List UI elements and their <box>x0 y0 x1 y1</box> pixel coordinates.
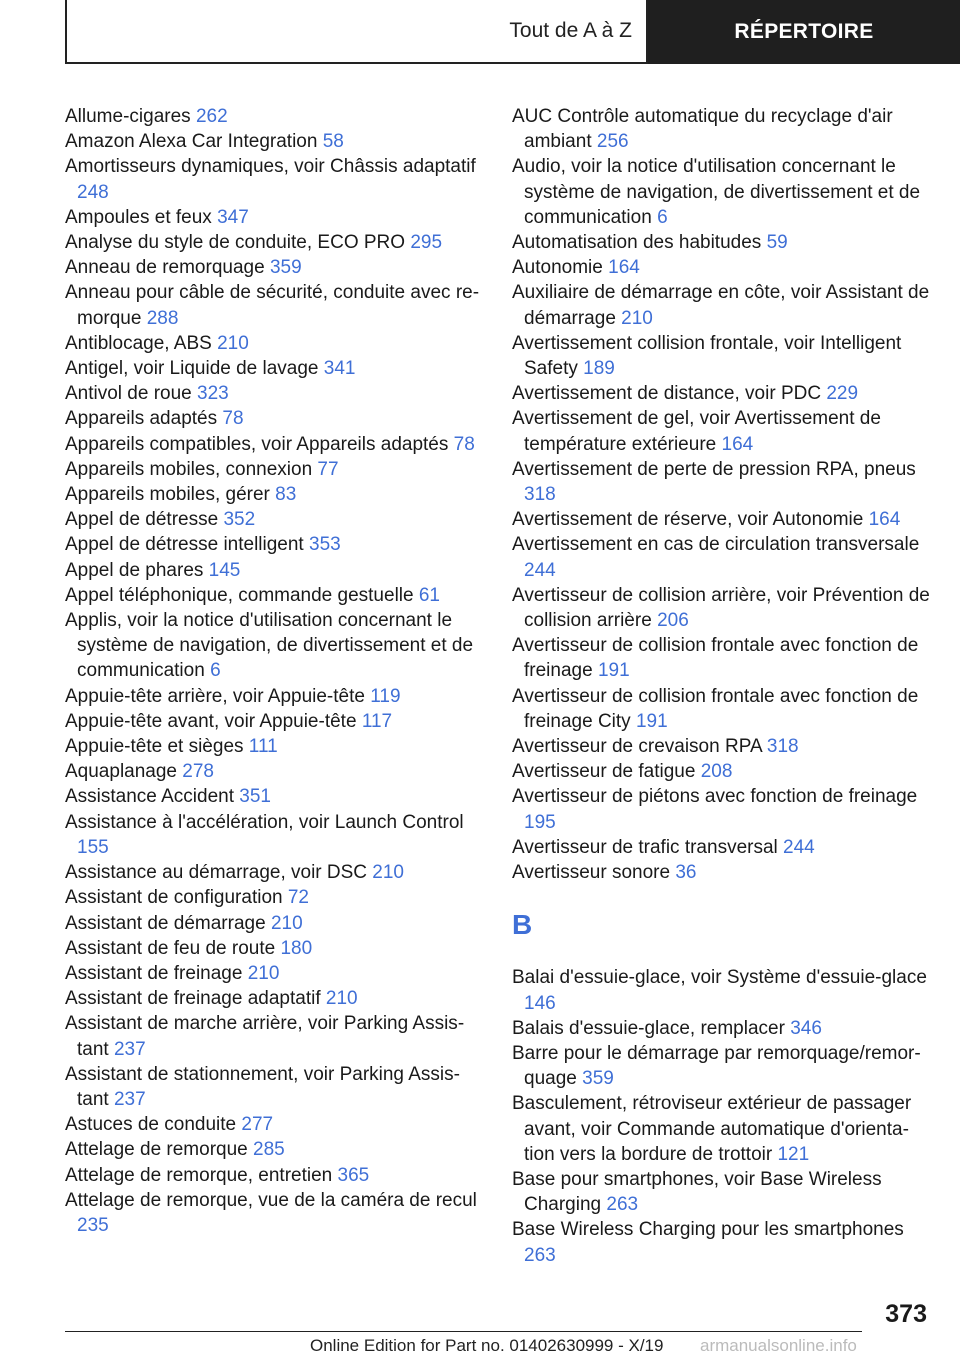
entry-text: Barre pour le démarrage par remorquage/remorquage <box>512 1042 921 1090</box>
page-link[interactable]: 195 <box>524 811 556 833</box>
page-link[interactable]: 365 <box>337 1164 370 1186</box>
index-entry <box>512 759 932 784</box>
index-entry <box>65 734 485 759</box>
page-link[interactable]: 119 <box>370 685 401 707</box>
index-entry <box>65 1188 485 1238</box>
index-entry <box>65 280 485 330</box>
page-link[interactable]: 61 <box>418 584 440 606</box>
index-entry <box>65 810 485 860</box>
index-entry <box>512 280 932 330</box>
page-link[interactable]: 208 <box>700 761 733 783</box>
index-group-a <box>512 104 932 885</box>
page-link[interactable]: 295 <box>410 232 443 254</box>
index-entry <box>512 835 932 860</box>
page-link[interactable]: 210 <box>217 332 249 354</box>
page-link[interactable]: 210 <box>621 307 653 329</box>
page-link[interactable]: 237 <box>113 1088 146 1110</box>
index-entry <box>512 583 932 633</box>
index-entry <box>512 1217 932 1267</box>
page-link[interactable]: 155 <box>77 836 109 858</box>
entry-text: Astuces de conduite <box>65 1114 237 1136</box>
index-entry <box>65 911 485 936</box>
page-link[interactable]: 111 <box>248 736 278 758</box>
index-entry <box>65 532 485 557</box>
index-entry <box>65 104 485 129</box>
entry-text: Assistance Accident <box>65 786 234 808</box>
index-entry <box>65 255 485 280</box>
entry-text: Appareils mobiles, gérer <box>65 484 270 506</box>
entry-text: Attelage de remorque, entretien <box>65 1164 333 1186</box>
page-link[interactable]: 352 <box>223 509 256 531</box>
index-entry <box>512 255 932 280</box>
entry-text: Antivol de roue <box>65 383 192 405</box>
page-link[interactable]: 164 <box>608 257 640 279</box>
page-link[interactable]: 164 <box>868 509 901 531</box>
index-entry <box>512 230 932 255</box>
index-entry <box>65 457 485 482</box>
entry-text: Assistant de configuration <box>65 887 283 909</box>
page-link[interactable]: 277 <box>241 1114 274 1136</box>
page-link[interactable]: 117 <box>361 710 393 732</box>
page-link[interactable]: 244 <box>783 836 815 858</box>
page-link[interactable]: 235 <box>77 1214 109 1236</box>
index-entry <box>512 381 932 406</box>
entry-text: Balai d'essuie-glace, voir Système d'essuie-glace <box>512 967 927 989</box>
page-link[interactable]: 318 <box>524 484 556 506</box>
index-entry <box>65 860 485 885</box>
page-link[interactable]: 210 <box>372 862 404 884</box>
page-link[interactable]: 189 <box>583 358 615 380</box>
index-entry <box>65 1137 485 1162</box>
entry-text: AUC Contrôle automatique du recyclage d'air ambiant <box>512 106 893 153</box>
index-entry <box>65 558 485 583</box>
page-link[interactable]: 6 <box>210 660 221 682</box>
index-entry <box>65 961 485 986</box>
entry-text: Appuie-tête arrière, voir Appuie-tête <box>65 685 365 707</box>
entry-text: Base pour smartphones, voir Base Wireless Charging <box>512 1168 882 1216</box>
index-entry <box>65 406 485 431</box>
index-entry <box>512 684 932 734</box>
index-entry <box>512 860 932 885</box>
entry-text: Appel de phares <box>65 559 204 581</box>
page-header <box>65 0 960 64</box>
entry-text: Balais d'essuie-glace, remplacer <box>512 1017 785 1039</box>
entry-text: Anneau de remorquage <box>65 257 265 279</box>
entry-text: Automatisation des habitudes <box>512 232 762 254</box>
index-entry <box>512 507 932 532</box>
entry-text: Appel de détresse <box>65 509 219 531</box>
index-entry <box>512 104 932 154</box>
entry-text: Appareils compatibles, voir Appareils adaptés <box>65 433 449 455</box>
page-link[interactable]: 244 <box>524 559 556 581</box>
page-link[interactable]: 351 <box>239 786 271 808</box>
index-entry <box>65 432 485 457</box>
index-entry <box>512 1091 932 1167</box>
entry-text: Antigel, voir Liquide de lavage <box>65 358 319 380</box>
index-entry <box>512 457 932 507</box>
entry-text: Assistance au démarrage, voir DSC <box>65 862 368 884</box>
index-entry <box>65 507 485 532</box>
index-entry <box>65 1062 485 1112</box>
index-entry <box>65 356 485 381</box>
index-entry <box>65 154 485 204</box>
entry-text: Avertisseur de crevaison RPA <box>512 736 762 758</box>
index-column-left <box>65 104 485 1238</box>
entry-text: Analyse du style de conduite, ECO PRO <box>65 232 406 254</box>
entry-text: Appel téléphonique, commande gestuelle <box>65 584 414 606</box>
entry-text: Assistant de marche arrière, voir Parking Assistant <box>65 1013 465 1060</box>
index-entry <box>65 684 485 709</box>
section-letter: B <box>512 909 533 941</box>
page-link[interactable]: 146 <box>524 992 556 1014</box>
page-link[interactable]: 210 <box>325 988 358 1010</box>
entry-text: Antiblocage, ABS <box>65 332 212 354</box>
entry-text: Avertisseur de collision frontale avec fonction de freinage <box>512 635 919 682</box>
index-entry <box>65 205 485 230</box>
index-group-b <box>512 965 932 1267</box>
page-link[interactable]: 323 <box>197 383 229 405</box>
page-link[interactable]: 206 <box>657 610 689 632</box>
entry-text: Appuie-tête et sièges <box>65 736 244 758</box>
entry-text: Avertissement collision frontale, voir Intelligent Safety <box>512 332 902 380</box>
entry-text: Ampoules et feux <box>65 206 212 228</box>
entry-text: Amortisseurs dynamiques, voir Châssis adaptatif <box>65 156 476 178</box>
entry-text: Appel de détresse intelligent <box>65 534 304 556</box>
page-link[interactable]: 359 <box>582 1068 614 1090</box>
page-link[interactable]: 256 <box>596 131 629 153</box>
page-link[interactable]: 263 <box>606 1194 639 1216</box>
page-link[interactable]: 121 <box>777 1143 810 1165</box>
index-entry <box>512 633 932 683</box>
entry-text: Basculement, rétroviseur extérieur de passager avant, voir Commande automatique d'orientation vers la bordure de trottoir <box>512 1093 912 1165</box>
page-link[interactable]: 263 <box>524 1244 556 1266</box>
footer-edition: Online Edition for Part no. 01402630999 - X/19 <box>310 1336 664 1355</box>
page-link[interactable]: 318 <box>766 736 799 758</box>
entry-text: Avertissement de perte de pression RPA, pneus <box>512 458 916 480</box>
index-entry <box>65 1112 485 1137</box>
index-entry <box>65 936 485 961</box>
page-link[interactable]: 346 <box>790 1017 822 1039</box>
index-entry <box>65 885 485 910</box>
index-entry <box>512 154 932 230</box>
page-link[interactable]: 191 <box>635 710 668 732</box>
entry-text: Applis, voir la notice d'utilisation concernant le système de navigation, de divertissement et de communication <box>65 610 474 682</box>
index-entry <box>512 1167 932 1217</box>
entry-text: Appuie-tête avant, voir Appuie-tête <box>65 710 357 732</box>
page-link[interactable]: 78 <box>222 408 244 430</box>
page-link[interactable]: 72 <box>287 887 309 909</box>
entry-text: Appareils adaptés <box>65 408 218 430</box>
page-link[interactable]: 347 <box>217 206 249 228</box>
page-link[interactable]: 77 <box>317 458 339 480</box>
index-entry <box>512 331 932 381</box>
index-entry <box>65 583 485 608</box>
entry-text: Avertisseur sonore <box>512 862 671 884</box>
index-entry <box>65 759 485 784</box>
index-entry <box>65 129 485 154</box>
index-column-right <box>512 104 932 1268</box>
entry-text: Avertissement en cas de circulation transversale <box>512 534 920 556</box>
entry-text: Attelage de remorque <box>65 1139 248 1161</box>
page-link[interactable]: 359 <box>269 257 302 279</box>
index-entry <box>512 965 932 1015</box>
index-entry <box>512 532 932 582</box>
index-entry <box>65 381 485 406</box>
index-entry <box>65 230 485 255</box>
page-link[interactable]: 78 <box>453 433 475 455</box>
page-link[interactable]: 210 <box>270 912 303 934</box>
index-entry <box>65 784 485 809</box>
entry-text: Avertisseur de trafic transversal <box>512 836 778 858</box>
entry-text: Allume-cigares <box>65 106 191 127</box>
page-link[interactable]: 353 <box>309 534 341 556</box>
index-entry <box>65 482 485 507</box>
index-entry <box>512 1041 932 1091</box>
page-link[interactable]: 83 <box>275 484 297 506</box>
index-entry <box>65 709 485 734</box>
section-title: Tout de A à Z <box>65 0 648 64</box>
page-number: 373 <box>885 1300 927 1328</box>
page-link[interactable]: 278 <box>182 761 214 783</box>
entry-text: Audio, voir la notice d'utilisation concernant le système de navigation, de divertissement et de communication <box>512 156 921 228</box>
index-entry <box>65 986 485 1011</box>
entry-text: Assistance à l'accélération, voir Launch Control <box>65 811 464 833</box>
page-link[interactable]: 262 <box>195 106 228 127</box>
page-link[interactable]: 288 <box>146 307 179 329</box>
index-entry <box>65 608 485 684</box>
entry-text: Anneau pour câble de sécurité, conduite avec remorque <box>65 282 480 329</box>
page-link[interactable]: 58 <box>322 131 344 153</box>
entry-text: Auxiliaire de démarrage en côte, voir Assistant de démarrage <box>512 282 930 329</box>
entry-text: Avertissement de distance, voir PDC <box>512 383 822 405</box>
page-link[interactable]: 229 <box>826 383 859 405</box>
page-link[interactable]: 237 <box>113 1038 146 1060</box>
entry-text: Assistant de freinage <box>65 962 243 984</box>
index-entry <box>512 784 932 834</box>
entry-text: Appareils mobiles, connexion <box>65 458 313 480</box>
entry-text: Aquaplanage <box>65 761 177 783</box>
footer-divider <box>65 1331 862 1332</box>
index-entry <box>512 734 932 759</box>
entry-text: Assistant de feu de route <box>65 937 276 959</box>
entry-text: Assistant de freinage adaptatif <box>65 988 321 1010</box>
watermark: armanualsonline.info <box>700 1336 857 1355</box>
entry-text: Assistant de stationnement, voir Parking Assistant <box>65 1063 460 1110</box>
index-entry <box>65 1011 485 1061</box>
entry-text: Autonomie <box>512 257 603 279</box>
page-link[interactable]: 59 <box>766 232 788 254</box>
entry-text: Amazon Alexa Car Integration <box>65 131 318 153</box>
page-link[interactable]: 210 <box>247 962 280 984</box>
entry-text: Base Wireless Charging pour les smartphones <box>512 1219 904 1241</box>
page-link[interactable]: 341 <box>323 358 356 380</box>
entry-text: Avertissement de gel, voir Avertissement de température extérieure <box>512 408 881 455</box>
entry-text: Avertisseur de fatigue <box>512 761 696 783</box>
page-link[interactable]: 285 <box>253 1139 285 1161</box>
index-entry <box>65 331 485 356</box>
page-link[interactable]: 145 <box>208 559 241 581</box>
index-entry <box>512 1016 932 1041</box>
page-link[interactable]: 164 <box>721 433 754 455</box>
chapter-tab[interactable]: RÉPERTOIRE <box>648 0 960 64</box>
page-link[interactable]: 180 <box>280 937 313 959</box>
entry-text: Assistant de démarrage <box>65 912 266 934</box>
page-link[interactable]: 6 <box>657 206 668 228</box>
page-link[interactable]: 36 <box>675 862 697 884</box>
page-link[interactable]: 191 <box>597 660 630 682</box>
entry-text: Attelage de remorque, vue de la caméra de recul <box>65 1189 477 1211</box>
entry-text: Avertissement de réserve, voir Autonomie <box>512 509 864 531</box>
index-entry <box>65 1163 485 1188</box>
entry-text: Avertisseur de collision frontale avec fonction de freinage City <box>512 685 919 732</box>
entry-text: Avertisseur de collision arrière, voir Prévention de collision arrière <box>512 584 930 632</box>
page-link[interactable]: 248 <box>77 181 109 203</box>
entry-text: Avertisseur de piétons avec fonction de freinage <box>512 786 918 808</box>
index-entry <box>512 406 932 456</box>
